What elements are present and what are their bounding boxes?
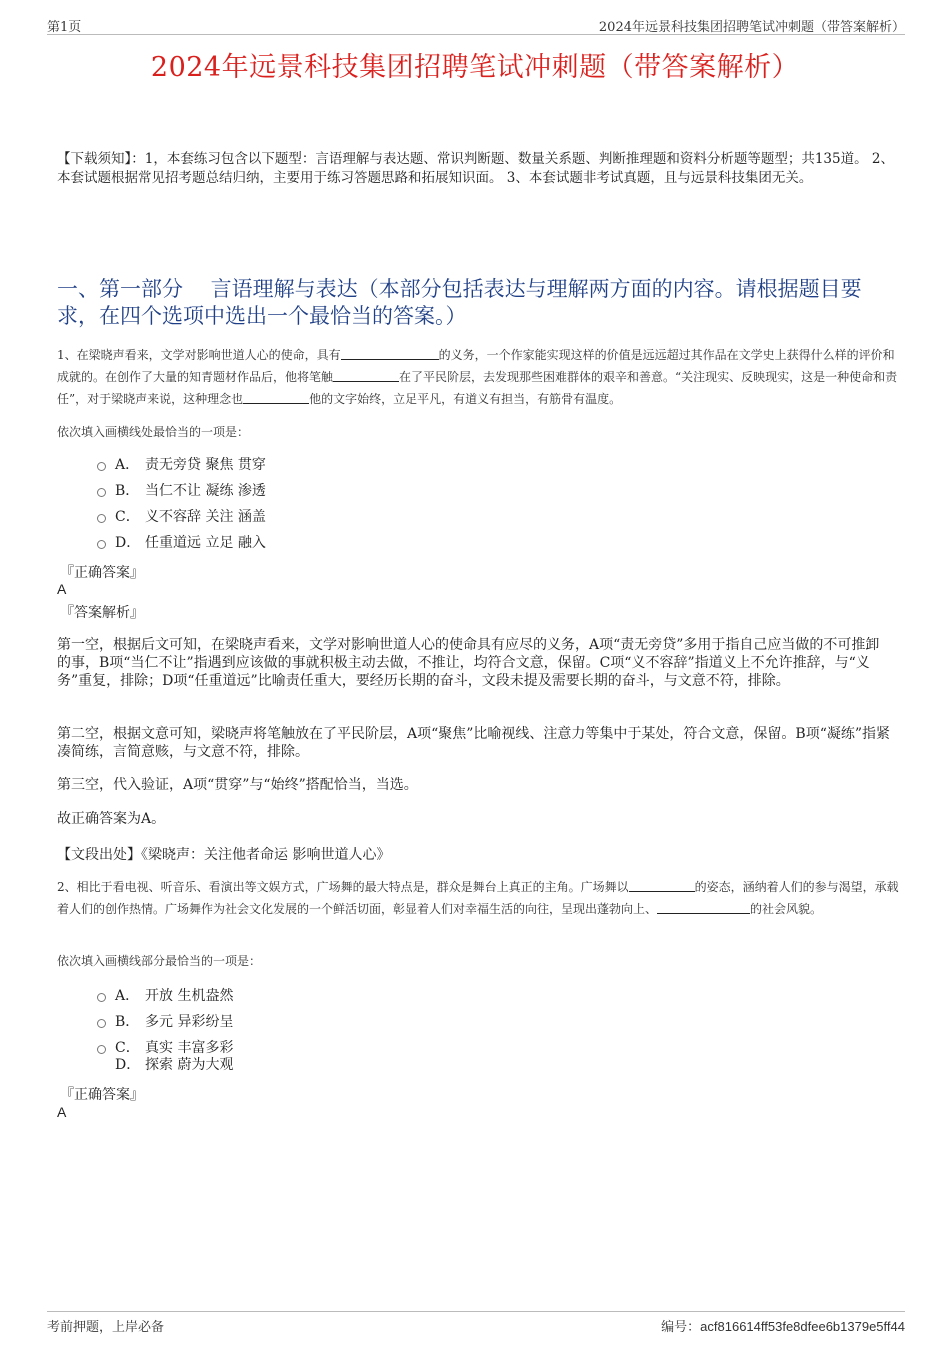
page-header	[47, 13, 905, 35]
q2-correct-answer: A	[57, 1104, 67, 1120]
q1-text-2: 的义务，一个作家能实现这样的价值是远远超过其作品在文学史上获得什么样的评价和成就的。在创作了大量的知青题材作品后，他将笔触	[57, 348, 895, 384]
document-title: 2024年远景科技集团招聘笔试冲刺题（带答案解析）	[150, 52, 800, 83]
q1-text-4: 他的文字始终，立足平凡，有道义有担当，有筋骨有温度。	[309, 392, 622, 406]
radio-icon[interactable]	[97, 514, 106, 523]
q1-text-1: 1、在梁晓声看来，文学对影响世道人心的使命，具有	[57, 348, 341, 362]
q2-blank-1	[629, 878, 695, 892]
q1-blank-2	[333, 368, 399, 382]
section-heading: 一、第一部分 言语理解与表达（本部分包括表达与理解两方面的内容。请根据题目要求，在四个选项中选出一个最恰当的答案。）	[57, 277, 862, 328]
q1-analysis-para-3: 第三空，代入验证，A项“贯穿”与“始终”搭配恰当，当选。	[57, 777, 418, 793]
q2-text-2: 的姿态，涵纳着人们的参与渴望，承载着人们的创作热情。广场舞作为社会文化发展的一个鲜活切面，彰显着人们对幸福生活的向往，呈现出蓬勃向上、	[57, 880, 899, 916]
radio-icon[interactable]	[97, 1045, 106, 1054]
radio-icon[interactable]	[97, 462, 106, 471]
question-1-stem	[57, 344, 902, 410]
document-code: acf816614ff53fe8dfee6b1379e5ff44	[700, 1319, 905, 1334]
q2-correct-label: 『正确答案』	[60, 1087, 144, 1103]
footer-code: 编号：acf816614ff53fe8dfee6b1379e5ff44	[661, 1319, 905, 1335]
q1-analysis-para-1: 第一空，根据后文可知，在梁晓声看来，文学对影响世道人心的使命具有应尽的义务，A项“责无旁贷”多用于指自己应当做的不可推卸的事，B项“当仁不让”指遇到应该做的事就积极主动去做，不推让，均符合文意，保留。C项“义不容辞”指道义上不允许推辞，与“义务”重复，排除；D项“任重道远”比喻责任重大，要经历长期的奋斗，文段未提及需要长期的奋斗，与文意不符，排除。	[57, 637, 880, 689]
q1-blank-1	[341, 346, 439, 360]
q2-blank-2	[657, 900, 750, 914]
radio-icon[interactable]	[97, 540, 106, 549]
q2-text-1: 2、相比于看电视、听音乐、看演出等文娱方式，广场舞的最大特点是，群众是舞台上真正的主角。广场舞以	[57, 880, 629, 894]
q1-correct-answer: A	[57, 581, 67, 597]
q1-analysis-para-2: 第二空，根据文意可知，梁晓声将笔触放在了平民阶层，A项“聚焦”比喻视线、注意力等集中于某处，符合文意，保留。B项“凝练”指紧凑简练，言简意赅，与文意不符，排除。	[57, 726, 891, 760]
radio-icon[interactable]	[97, 993, 106, 1002]
page-number: 第1页	[47, 20, 82, 35]
header-doc-title: 2024年远景科技集团招聘笔试冲刺题（带答案解析）	[598, 20, 905, 35]
radio-icon[interactable]	[97, 1019, 106, 1028]
q1-text-3: 在了平民阶层，去发现那些困难群体的艰辛和善意。“关注现实、反映现实，这是一种使命和责任”，对于梁晓声来说，这种理念也	[57, 370, 898, 406]
q1-source: 【文段出处】《梁晓声：关注他者命运 影响世道人心》	[57, 847, 391, 863]
footer-slogan: 考前押题，上岸必备	[47, 1320, 165, 1335]
q2-text-3: 的社会风貌。	[750, 902, 823, 916]
q2-instruction: 依次填入画横线部分最恰当的一项是：	[57, 954, 262, 968]
q1-analysis-label: 『答案解析』	[60, 605, 144, 621]
q1-analysis-para-4: 故正确答案为A。	[57, 811, 166, 827]
q1-blank-3	[243, 390, 309, 404]
question-2-stem	[57, 876, 902, 920]
q1-correct-label: 『正确答案』	[60, 565, 144, 581]
q1-instruction: 依次填入画横线处最恰当的一项是：	[57, 425, 250, 439]
page-footer	[47, 1311, 905, 1337]
download-notice: 【下载须知】：1，本套练习包含以下题型：言语理解与表达题、常识判断题、数量关系题、判断推理题和资料分析题等题型；共135道。 2、本套试题根据常见招考题总结归纳，主要用于练习答题思路和拓展知识面。 3、本套试题非考试真题，且与远景科技集团无关。	[57, 151, 894, 186]
radio-icon[interactable]	[97, 488, 106, 497]
